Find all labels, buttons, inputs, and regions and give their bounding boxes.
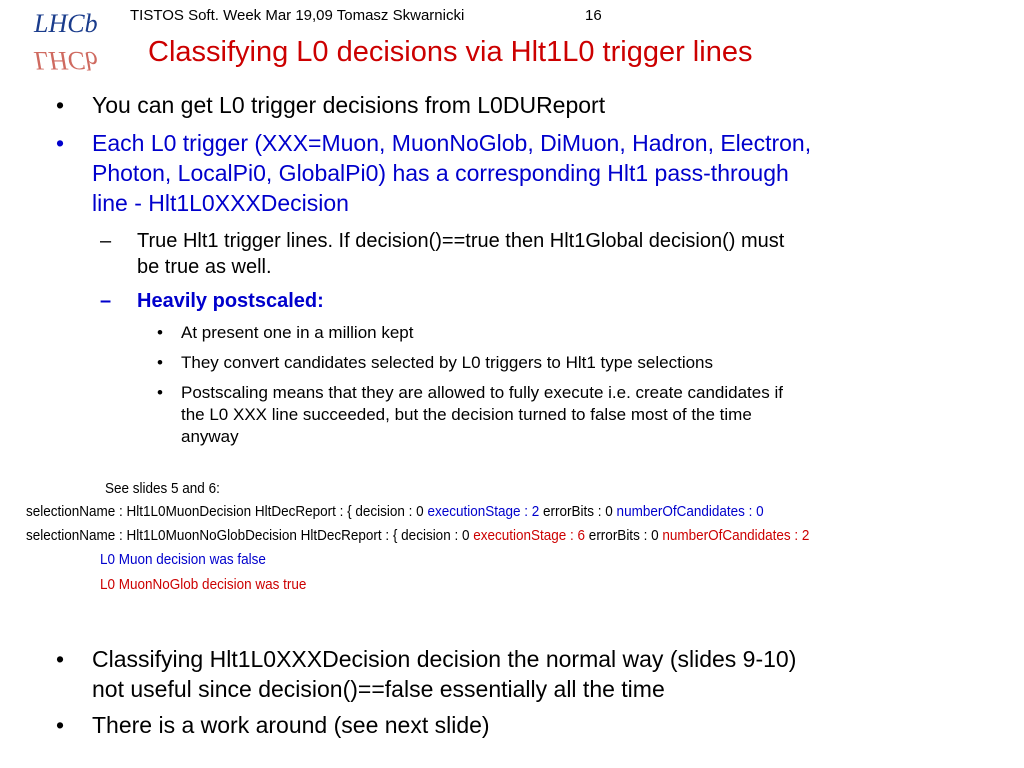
execution-stage: executionStage : 2: [427, 503, 540, 520]
dash-marker: –: [100, 230, 112, 252]
subsub-bullet-text-line: Postscaling means that they are allowed to fully execute i.e. create candidates if: [181, 383, 783, 402]
bullet-dot: •: [56, 92, 65, 118]
bullet-dot: •: [157, 383, 163, 402]
lhcb-logo-text: LHCb: [34, 9, 98, 38]
bullet-dot: •: [157, 323, 163, 342]
selection-report-line: [26, 526, 809, 546]
bullet-text: There is a work around (see next slide): [92, 712, 490, 738]
muon-decision-note: L0 Muon decision was false: [100, 551, 266, 568]
subsub-bullet-text-line: the L0 XXX line succeeded, but the decision turned to false most of the time: [181, 405, 752, 424]
sub-bullet-text: [137, 228, 997, 280]
slide-title: Classifying L0 decisions via Hlt1L0 trigger lines: [148, 36, 753, 68]
report-text: selectionName : Hlt1L0MuonNoGlobDecision HltDecReport : { decision : 0: [26, 527, 474, 544]
bullet-text: [92, 644, 1002, 704]
subsub-bullet-text: They convert candidates selected by L0 triggers to Hlt1 type selections: [181, 353, 714, 372]
subsub-bullet-text: At present one in a million kept: [181, 323, 414, 342]
subsub-bullet-text-line: anyway: [181, 427, 239, 446]
sub-bullet-text-line: be true as well.: [137, 256, 272, 278]
see-slides-note: See slides 5 and 6:: [105, 480, 220, 497]
number-of-candidates: numberOfCandidates : 0: [616, 503, 764, 520]
report-text: errorBits : 0: [539, 503, 617, 520]
selection-report-line: [26, 502, 764, 522]
bullet-text-line: line - Hlt1L0XXXDecision: [92, 190, 349, 216]
page-number: 16: [585, 7, 602, 24]
bullet-text-line: not useful since decision()==false essentially all the time: [92, 676, 665, 702]
sub-bullet-text-line: True Hlt1 trigger lines. If decision()==true then Hlt1Global decision() must: [137, 230, 785, 252]
number-of-candidates: numberOfCandidates : 2: [662, 527, 810, 544]
lhcb-logo: [28, 2, 114, 75]
bullet-text-line: Classifying Hlt1L0XXXDecision decision the normal way (slides 9-10): [92, 646, 797, 672]
subsub-bullet-text: [181, 382, 1001, 448]
bullet-dot: •: [56, 130, 65, 156]
bullet-dot: •: [56, 646, 65, 672]
sub-bullet-text: Heavily postscaled:: [137, 290, 324, 312]
muonnoglob-decision-note: L0 MuonNoGlob decision was true: [100, 576, 307, 593]
execution-stage: executionStage : 6: [473, 527, 586, 544]
report-text: selectionName : Hlt1L0MuonDecision HltDecReport : { decision : 0: [26, 503, 428, 520]
header-info: TISTOS Soft. Week Mar 19,09 Tomasz Skwarnicki: [130, 7, 465, 24]
lhcb-logo-reflection: LHCb: [34, 46, 98, 75]
report-text: errorBits : 0: [585, 527, 663, 544]
bullet-dot: •: [56, 712, 65, 738]
dash-marker: –: [100, 290, 112, 312]
bullet-text-line: Each L0 trigger (XXX=Muon, MuonNoGlob, DiMuon, Hadron, Electron,: [92, 130, 812, 156]
bullet-text: [92, 128, 1002, 218]
bullet-text: You can get L0 trigger decisions from L0DUReport: [92, 92, 606, 118]
bullet-dot: •: [157, 353, 163, 372]
bullet-text-line: Photon, LocalPi0, GlobalPi0) has a corresponding Hlt1 pass-through: [92, 160, 789, 186]
